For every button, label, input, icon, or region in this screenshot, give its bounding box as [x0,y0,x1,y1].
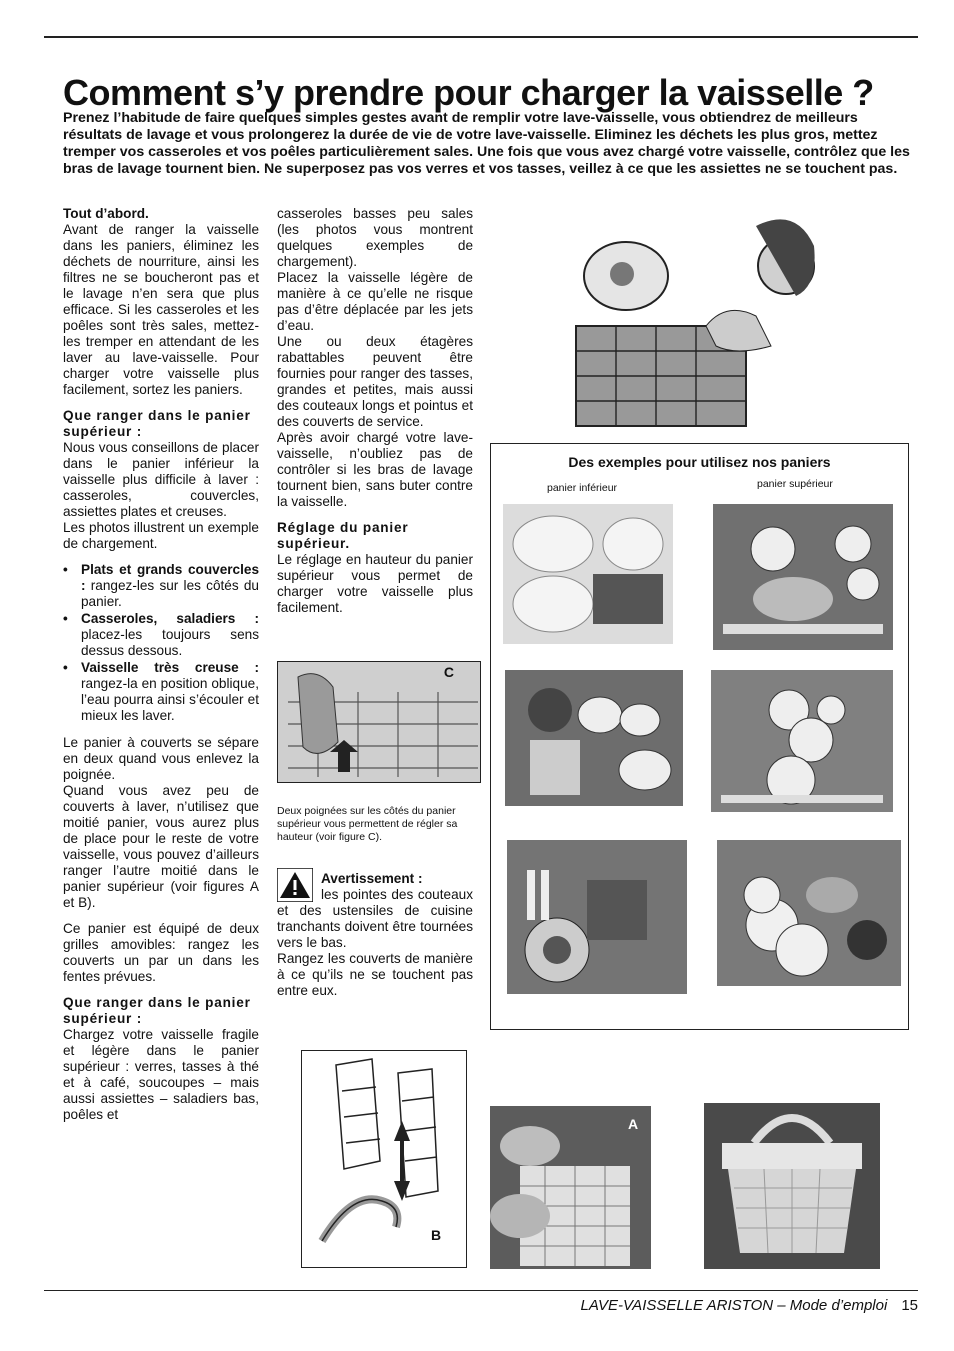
cutlery-basket-photo [704,1103,880,1269]
figure-b [301,1050,467,1268]
top-rule [44,36,918,38]
label-panier-superieur: panier supérieur [757,478,833,490]
figure-b-label: B [431,1227,442,1243]
col1-para-7: Chargez votre vaisselle fragile et légère dans le panier supérieur : verres, tasses à thé et à café, soucoupes – mais aussi assiettes – saladiers bas, poêles et [63,1027,259,1122]
page-number: 15 [901,1297,918,1314]
col2-para-4: Après avoir chargé votre lave-vaisselle, n’oubliez pas de contrôler si les bras de lavage tournent bien, sans buter contre la vaisselle. [277,430,473,509]
loading-tips-list [63,562,259,724]
footer [580,1297,918,1314]
photo-upper-basket-1 [713,504,893,650]
label-panier-inferieur: panier inférieur [547,482,618,494]
heading-panier-superieur-2: Que ranger dans le panier supérieur : [63,995,251,1026]
figure-c [277,661,481,783]
col1-para-3: Les photos illustrent un exemple de chargement. [63,520,259,551]
col2-para-3: Une ou deux étagères rabattables peuvent être fournies pour ranger des tasses, grandes et petites, mais aussi des couteaux longs et pointus et des couverts de service. [277,334,473,429]
col2-para-5: Le réglage en hauteur du panier supérieur vous permet de charger votre vaisselle plus facilement. [277,552,473,615]
intro-paragraph: Prenez l’habitude de faire quelques simples gestes avant de remplir votre lave-vaisselle, vous obtiendrez de meilleurs résultats de lavage et vous prolongerez la durée de vie de votre lave-vaisselle. Eliminez les déchets les plus gros, mettez tremper vos casseroles et vos poêles particulièrement sales. Une fois que vous avez chargé votre vaisselle, contrôlez que les bras de lavage tournent bien. Ne superposez pas vos verres et vos tasses, veillez à ce que les assiettes ne se touchent pas. [63,110,910,177]
list-item: • Vaisselle très creuse : rangez-la en position oblique, l’eau pourra ainsi s’écouler et mieux les laver. [63,660,259,724]
photo-lower-basket-3 [507,840,687,994]
footer-text: LAVE-VAISSELLE ARISTON – Mode d’emploi [580,1297,888,1314]
col2-para-2: Placez la vaisselle légère de manière à ce qu’elle ne risque pas d’être déplacée par les jets d’eau. [277,270,473,333]
bottom-rule [44,1290,918,1291]
heading-panier-superieur-1: Que ranger dans le panier supérieur : [63,408,251,439]
heading-reglage: Réglage du panier supérieur. [277,520,409,551]
photo-lower-basket-1 [503,504,673,644]
column-1 [63,206,259,1123]
list-item: • Casseroles, saladiers : placez-les toujours sens dessus dessous. [63,611,259,659]
cutlery-basket-drawing [302,1051,466,1267]
col1-para-6: Ce panier est équipé de deux grilles amovibles: rangez les couverts un par un dans les fentes prévues. [63,921,259,984]
col1-para-4: Le panier à couverts se sépare en deux quand vous enlevez la poignée. [63,735,259,782]
figure-a-photo [490,1106,651,1269]
list-item: • Plats et grands couvercles : rangez-les sur les côtés du panier. [63,562,259,610]
col1-para-5: Quand vous avez peu de couverts à laver, n’utilisez que moitié panier, vous aurez plus de place pour le reste de votre vaisselle, vous pouvez d’ailleurs ranger l’autre moitié dans le panier supérieur (voir figures A et B). [63,783,259,910]
photo-upper-basket-2 [711,670,893,812]
woman-loading-illustration [556,206,820,438]
page-title: Comment s’y prendre pour charger la vaisselle ? [63,72,874,113]
examples-title: Des exemples pour utilisez nos paniers [568,454,831,470]
examples-box [490,443,909,1030]
warning-block [277,871,473,999]
photo-lower-basket-2 [505,670,683,806]
col2-para-6: Rangez les couverts de manière à ce qu’ils ne se touchent pas entre eux. [277,951,473,998]
basket-handle-illustration [278,662,480,782]
col1-para-1: Avant de ranger la vaisselle dans les paniers, éliminez les déchets de nourriture, ainsi les filtres ne se boucheront pas et le lavage n’en sera que plus efficace. Si les casseroles et les poêles sont très sales, mettez-les tremper en attendant de les laver au lave-vaisselle. Pour charger votre vaisselle plus facilement, sortez les paniers. [63,222,259,397]
warning-title: Avertissement : [321,871,423,886]
column-2 [277,206,473,616]
col2-para-1: casseroles basses peu sales (les photos vous montrent quelques exemples de chargement). [277,206,473,269]
warning-text: les pointes des couteaux et des ustensiles de cuisine tranchants doivent être tournées vers le bas. [277,887,473,950]
figure-c-label: C [443,664,454,680]
figure-c-caption: Deux poignées sur les côtés du panier supérieur vous permettent de régler sa hauteur (voir figure C). [277,805,458,843]
figure-a-label: A [628,1116,639,1132]
col1-para-2: Nous vous conseillons de placer dans le panier inférieur la vaisselle plus difficile à laver : casseroles, couvercles, assiettes plates et creuses. [63,440,259,519]
photo-upper-basket-3 [717,840,901,986]
heading-tout-dabord: Tout d’abord. [63,206,149,221]
